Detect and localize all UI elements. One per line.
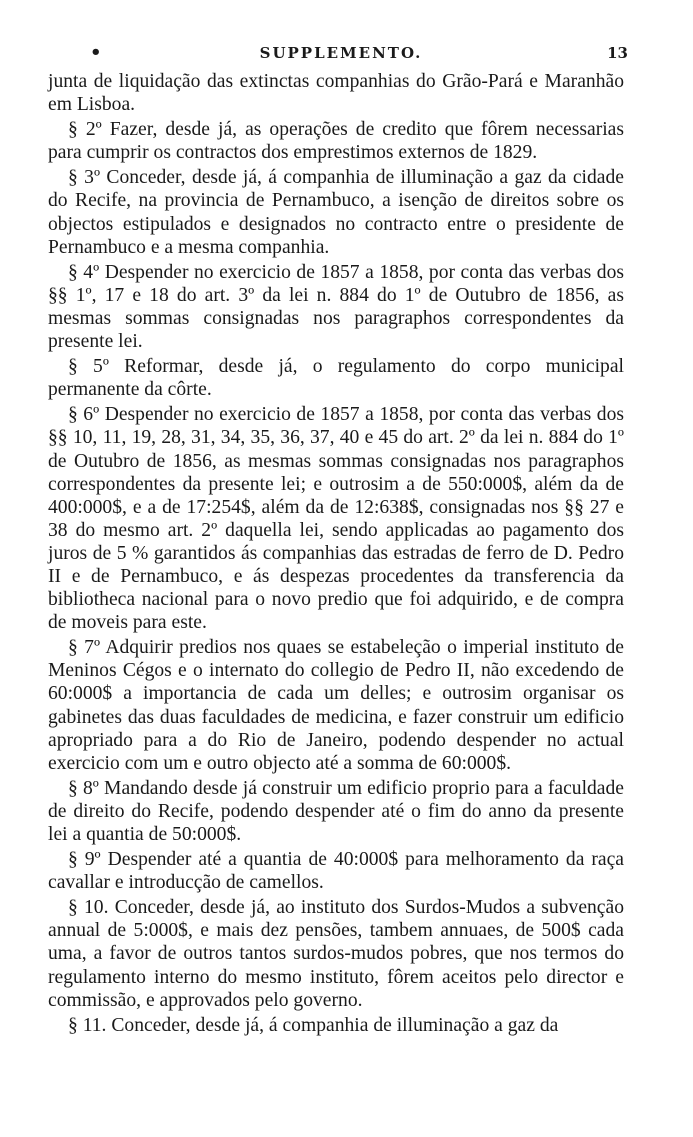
paragraph-section-3: § 3º Conceder, desde já, á companhia de illuminação a gaz da cidade do Recife, na provincia de Pernambuco, a isenção de direitos sobre os objectos estipulados e designados no contracto entre o presidente de Pernambuco e a mesma companhia.	[48, 167, 624, 258]
paragraph-section-10: § 10. Conceder, desde já, ao instituto dos Surdos-Mudos a subvenção annual de 5:000$, e mais dez pensões, tambem annuaes, de 500$ cada uma, a favor de outros tantos surdos-mudos pobres, que nos termos do regulamento interno do mesmo instituto, fôrem aceitos pelo director e commissão, e approvados pelo governo.	[48, 897, 624, 1011]
page-number: 13	[607, 44, 628, 62]
paragraph-section-11: § 11. Conceder, desde já, á companhia de illuminação a gaz da	[68, 1014, 559, 1036]
paragraph-section-8: § 8º Mandando desde já construir um edificio proprio para a faculdade de direito do Recife, podendo despender até o fim do anno da presente lei a quantia de 50:000$.	[48, 777, 624, 845]
body-text	[48, 70, 624, 1039]
running-header	[48, 42, 634, 68]
paragraph-section-4: § 4º Despender no exercicio de 1857 a 1858, por conta das verbas dos §§ 1º, 17 e 18 do art. 3º da lei n. 884 do 1º de Outubro de 1856, as mesmas sommas consignadas nos paragraphos correspondentes da presente lei.	[48, 261, 624, 353]
paragraph-section-6: § 6º Despender no exercicio de 1857 a 1858, por conta das verbas dos §§ 10, 11, 19, 28, 31, 34, 35, 36, 37, 40 e 45 do art. 2º da lei n. 884 do 1º de Outubro de 1856, as mesmas sommas consignadas nos paragraphos correspondentes da presente lei; e outrosim a de 550:000$, além da de 400:000$, e a de 17:254$, além da de 12:638$, consignadas nos §§ 27 e 38 do mesmo art. 2º daquella lei, sendo applicadas ao pagamento dos juros de 5 % garantidos ás companhias das estradas de ferro de D. Pedro II e de Pernambuco, e ás despezas procedentes da transferencia da bibliotheca nacional para o novo predio que foi adquirido, e de compra de moveis para este.	[48, 404, 624, 634]
paragraph-section-5: § 5º Reformar, desde já, o regulamento do corpo municipal permanente da côrte.	[48, 356, 624, 401]
paragraph-section-2: § 2º Fazer, desde já, as operações de credito que fôrem necessarias para cumprir os contractos dos emprestimos externos de 1829.	[48, 119, 624, 164]
header-bullet: •	[90, 42, 102, 63]
running-title: SUPPLEMENTO.	[259, 44, 423, 62]
paragraph-section-7: § 7º Adquirir predios nos quaes se estabeleção o imperial instituto de Meninos Cégos e o internato do collegio de Pedro II, não excedendo de 60:000$ a importancia de cada um delles; e outrosim organisar os gabinetes das duas faculdades de medicina, e fazer construir um edificio apropriado para a do Rio de Janeiro, podendo despender no actual exercicio com um e outro objecto até a somma de 60:000$.	[48, 637, 624, 774]
paragraph-section-9: § 9º Despender até a quantia de 40:000$ para melhoramento da raça cavallar e introducção de camellos.	[48, 849, 624, 894]
paragraph-continuation: junta de liquidação das extinctas companhias do Grão-Pará e Maranhão em Lisboa.	[48, 71, 624, 116]
